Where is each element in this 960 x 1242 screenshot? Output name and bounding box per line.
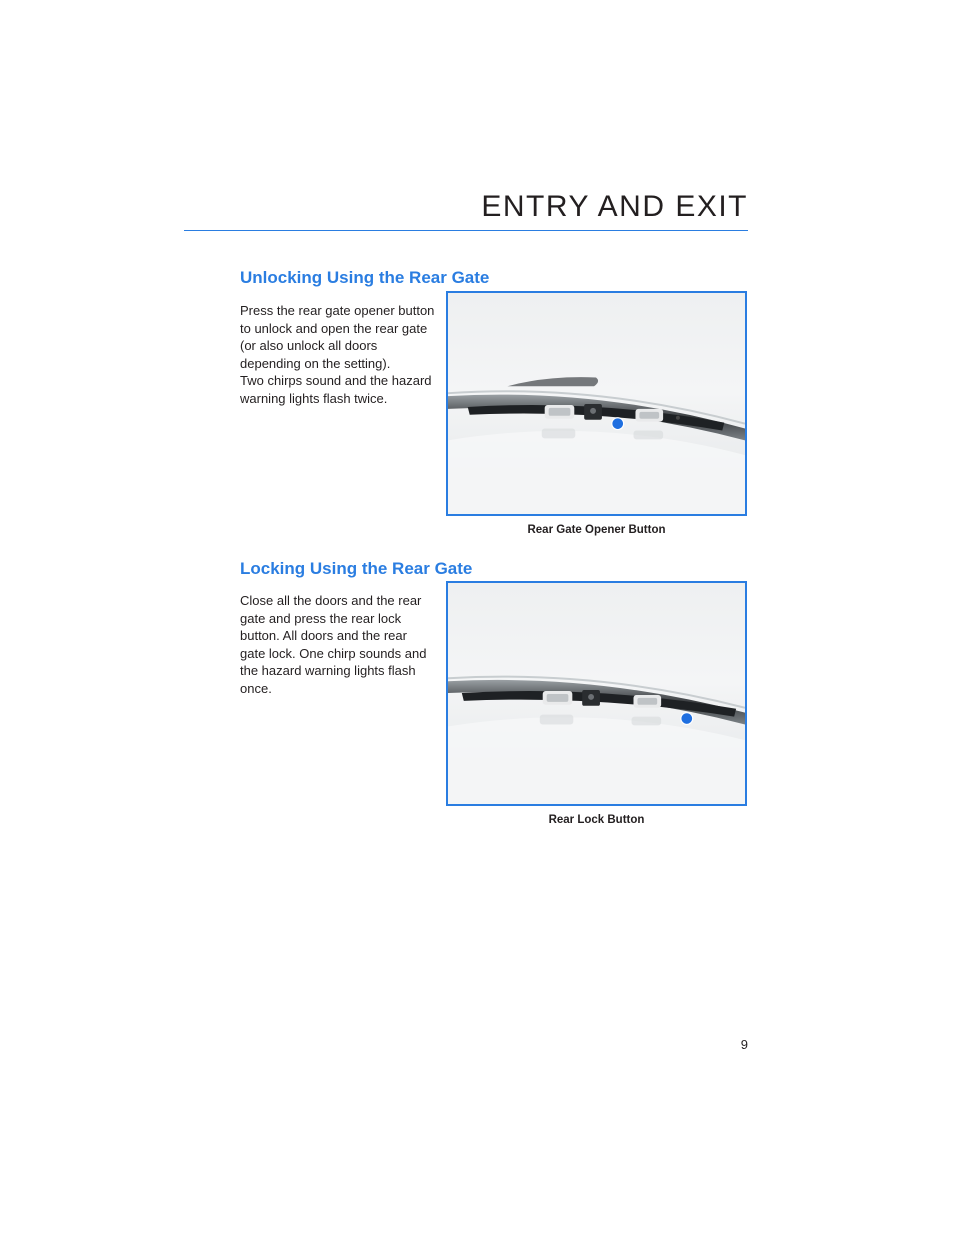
unlocking-heading: Unlocking Using the Rear Gate — [240, 268, 490, 287]
rear-lock-caption: Rear Lock Button — [548, 814, 645, 826]
text-line: once. — [240, 680, 272, 696]
opener-button-marker-icon — [612, 418, 624, 430]
text-line: Close all the doors and the rear — [240, 593, 422, 608]
text-line: Press the rear gate opener button — [240, 303, 435, 318]
text-line: depending on the setting). — [240, 355, 391, 371]
header-rule — [184, 230, 748, 231]
text-line: to unlock and open the rear gate — [240, 320, 428, 336]
text-line: (or also unlock all doors — [240, 338, 378, 353]
text-line: gate lock. One chirp sounds and — [240, 645, 427, 661]
page-number: 9 — [740, 1037, 748, 1052]
rear-gate-opener-photo — [446, 291, 747, 516]
text-line: button. All doors and the rear — [240, 628, 407, 643]
lock-button-marker-icon — [681, 713, 693, 725]
text-line: gate and press the rear lock — [240, 610, 402, 626]
rear-gate-opener-caption: Rear Gate Opener Button — [527, 524, 666, 536]
section-header-title: ENTRY AND EXIT — [481, 190, 748, 223]
unlocking-body-text — [240, 302, 440, 407]
text-line: the hazard warning lights flash — [240, 663, 416, 678]
text-line: Two chirps sound and the hazard — [240, 373, 432, 388]
text-line: warning lights flash twice. — [240, 390, 388, 406]
locking-body-text — [240, 592, 440, 697]
rear-lock-photo — [446, 581, 747, 806]
locking-heading: Locking Using the Rear Gate — [240, 559, 473, 578]
